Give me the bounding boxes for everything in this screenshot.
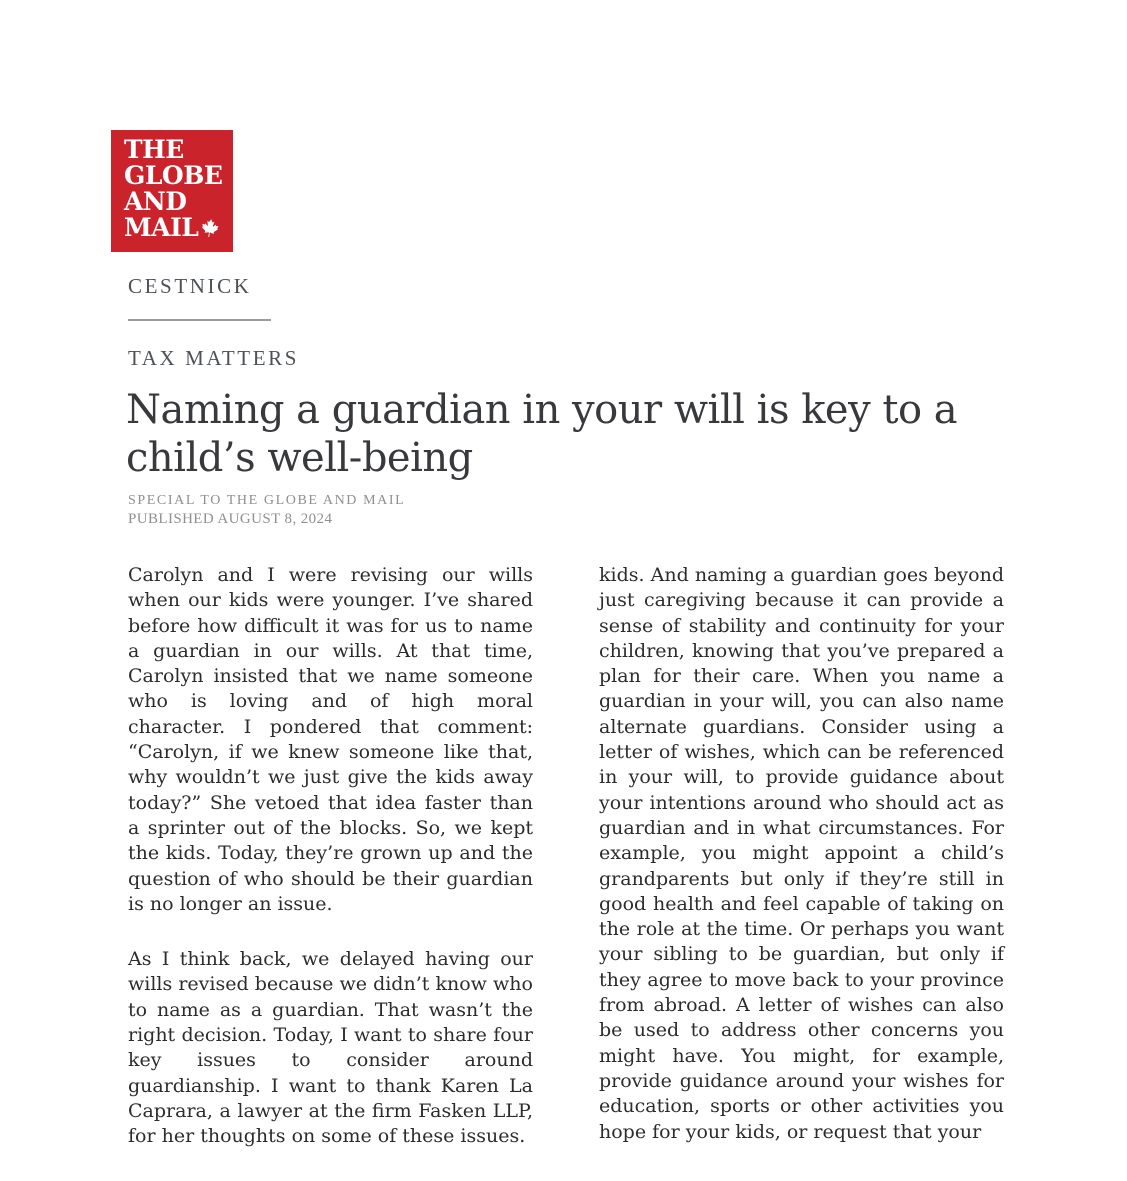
paragraph: kids. And naming a guardian goes beyond just caregiving because it can provide a sense of stability and continuity for your children, knowing that you’ve prepared a plan for their care. When you name a guardian in your will, you can also name alternate guardians. Consider using a letter of wishes, which can be referenced in your will, to provide guidance about your intentions around who should act as guardian and in what circumstances. For example, you might appoint a child’s grandparents but only if they’re still in good health and feel capable of taking on the role at the time. Or perhaps you want your sibling to be guardian, but only if they agree to move back to your province from abroad. A letter of wishes can also be used to address other concerns you might have. You might, for example, provide guidance around your wishes for education, sports or other activities you hope for your kids, or request that your [599, 564, 1004, 1143]
logo-line-mail [124, 215, 227, 241]
logo-line-globe: GLOBE [124, 161, 223, 190]
logo-mail-text: MAIL [124, 213, 199, 242]
author-byline: CESTNICK [128, 274, 252, 298]
maple-leaf-icon [200, 218, 220, 238]
logo-line-the: THE [124, 135, 184, 164]
left-column [128, 563, 533, 1150]
article-body [128, 563, 1004, 1150]
globe-and-mail-logo[interactable] [111, 130, 233, 252]
byline-divider [128, 319, 271, 321]
article-headline: Naming a guardian in your will is key to a child’s well-being [126, 387, 958, 481]
paragraph: As I think back, we delayed having our wills revised because we didn’t know who to name as a guardian. That wasn’t the right decision. Today, I want to share four key issues to consider around guardianship. I want to thank Karen La Caprara, a lawyer at the firm Fasken LLP, for her thoughts on some of these issues. [128, 948, 533, 1148]
paragraph: Carolyn and I were revising our wills when our kids were younger. I’ve shared before how difficult it was for us to name a guardian in our wills. At that time, Carolyn insisted that we name someone who is loving and of high moral character. I pondered that comment: “Carolyn, if we knew someone like that, why wouldn’t we just give the kids away today?” She vetoed that idea faster than a sprinter out of the blocks. So, we kept the kids. Today, they’re grown up and the question of who should be their guardian is no longer an issue. [128, 564, 533, 915]
right-column [599, 563, 1004, 1150]
attribution-line: SPECIAL TO THE GLOBE AND MAIL [128, 493, 406, 508]
published-date: PUBLISHED AUGUST 8, 2024 [128, 511, 333, 527]
section-kicker: TAX MATTERS [128, 346, 300, 370]
logo-line-and: AND [124, 187, 187, 216]
